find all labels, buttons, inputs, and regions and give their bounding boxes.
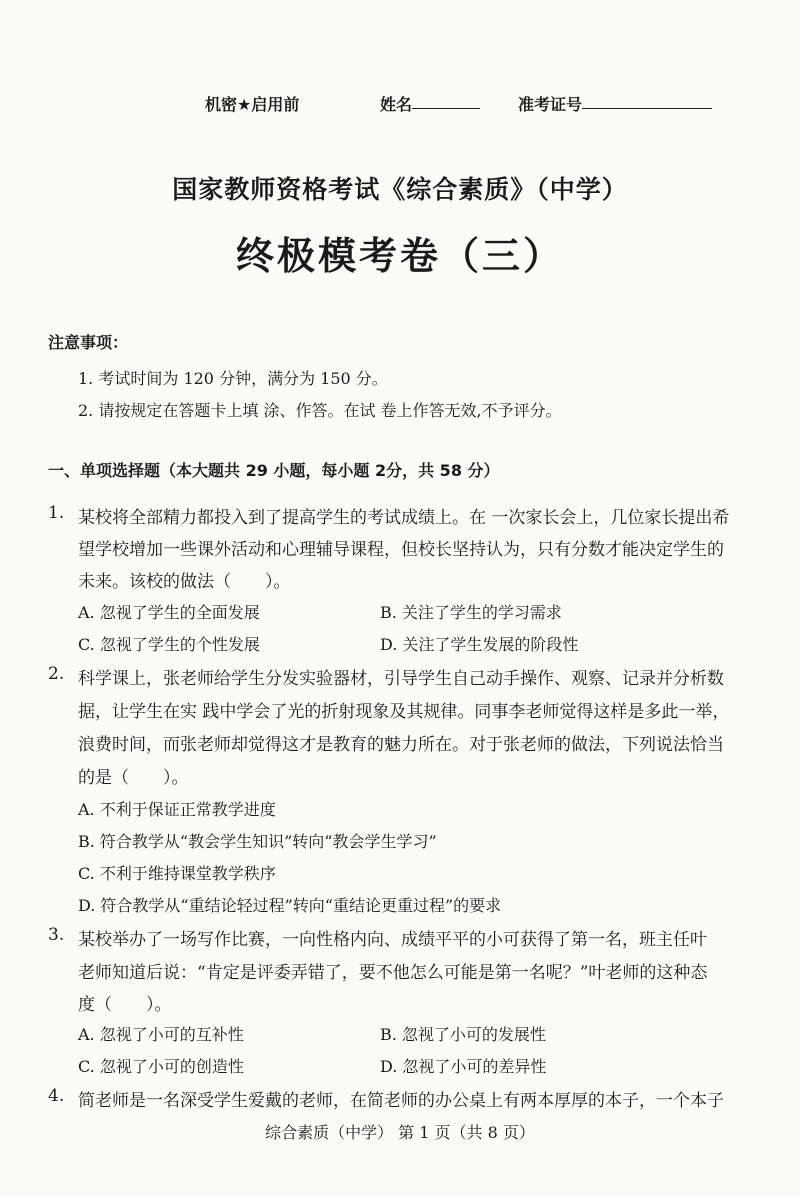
notice-item: 2. 请按规定在答题卡上填 涂、作答。在试 卷上作答无效,不予评分。 xyxy=(78,401,562,420)
exam-title: 国家教师资格考试《综合素质》（中学） xyxy=(172,175,628,204)
question-text: 老师知道后说：“肯定是评委弄错了，要不他怎么可能是第一名呢？”叶老师的这种态 xyxy=(78,963,708,983)
id-field xyxy=(518,92,582,115)
question-text: 望学校增加一些课外活动和心理辅导课程，但校长坚持认为，只有分数才能决定学生的 xyxy=(78,540,724,560)
question-number: 4. xyxy=(48,1086,65,1106)
question-number: 2. xyxy=(48,664,65,684)
question-number: 1. xyxy=(48,503,65,523)
question-text: 据，让学生在实 践中学会了光的折射现象及其规律。同事李老师觉得这样是多此一举， xyxy=(78,702,730,722)
option-a: A. 忽视了学生的全面发展 xyxy=(78,603,260,622)
option-c: C. 忽视了小可的创造性 xyxy=(78,1057,244,1076)
option-c: C. 不利于维持课堂教学秩序 xyxy=(78,864,276,883)
id-blank xyxy=(582,92,712,109)
option-d: D. 关注了学生发展的阶段性 xyxy=(380,635,579,654)
option-d: D. 忽视了小可的差异性 xyxy=(380,1057,547,1076)
option-a: A. 忽视了小可的互补性 xyxy=(78,1025,244,1044)
option-b: B. 关注了学生的学习需求 xyxy=(380,603,562,622)
notice-heading: 注意事项： xyxy=(48,333,129,352)
option-a: A. 不利于保证正常教学进度 xyxy=(78,800,276,819)
confidential-mark: 机密★启用前 xyxy=(205,95,300,114)
exam-subtitle: 终极模考卷（三） xyxy=(235,234,564,278)
name-field xyxy=(380,92,412,115)
question-text: 某校将全部精力都投入到了提高学生的考试成绩上。在 一次家长会上，几位家长提出希 xyxy=(78,508,730,528)
option-d: D. 符合教学从“重结论轻过程”转向“重结论更重过程”的要求 xyxy=(78,896,502,915)
page-footer: 综合素质（中学） 第 1 页（共 8 页） xyxy=(265,1123,535,1142)
section-heading: 一、单项选择题（本大题共 29 小题，每小题 2分，共 58 分） xyxy=(48,461,500,480)
question-number: 3. xyxy=(48,925,65,945)
question-text: 简老师是一名深受学生爱戴的老师，在简老师的办公桌上有两本厚厚的本子，一个本子 xyxy=(78,1091,724,1111)
option-b: B. 忽视了小可的发展性 xyxy=(380,1025,546,1044)
notice-item: 1. 考试时间为 120 分钟，满分为 150 分。 xyxy=(78,369,388,388)
question-text: 科学课上，张老师给学生分发实验器材，引导学生自己动手操作、观察、记录并分析数 xyxy=(78,669,724,689)
name-label: 姓名 xyxy=(380,95,413,114)
question-text: 未来。该校的做法（ ）。 xyxy=(78,572,291,592)
id-label: 准考证号 xyxy=(518,95,583,114)
question-text: 某校举办了一场写作比赛，一向性格内向、成绩平平的小可获得了第一名，班主任叶 xyxy=(78,930,707,950)
option-b: B. 符合教学从“教会学生知识”转向“教会学生学习” xyxy=(78,832,437,851)
question-text: 度（ ）。 xyxy=(78,995,172,1015)
question-text: 浪费时间，而张老师却觉得这才是教育的魅力所在。对于张老师的做法，下列说法恰当 xyxy=(78,735,724,755)
question-text: 的是（ ）。 xyxy=(78,768,189,788)
option-c: C. 忽视了学生的个性发展 xyxy=(78,635,260,654)
name-blank xyxy=(412,92,480,109)
